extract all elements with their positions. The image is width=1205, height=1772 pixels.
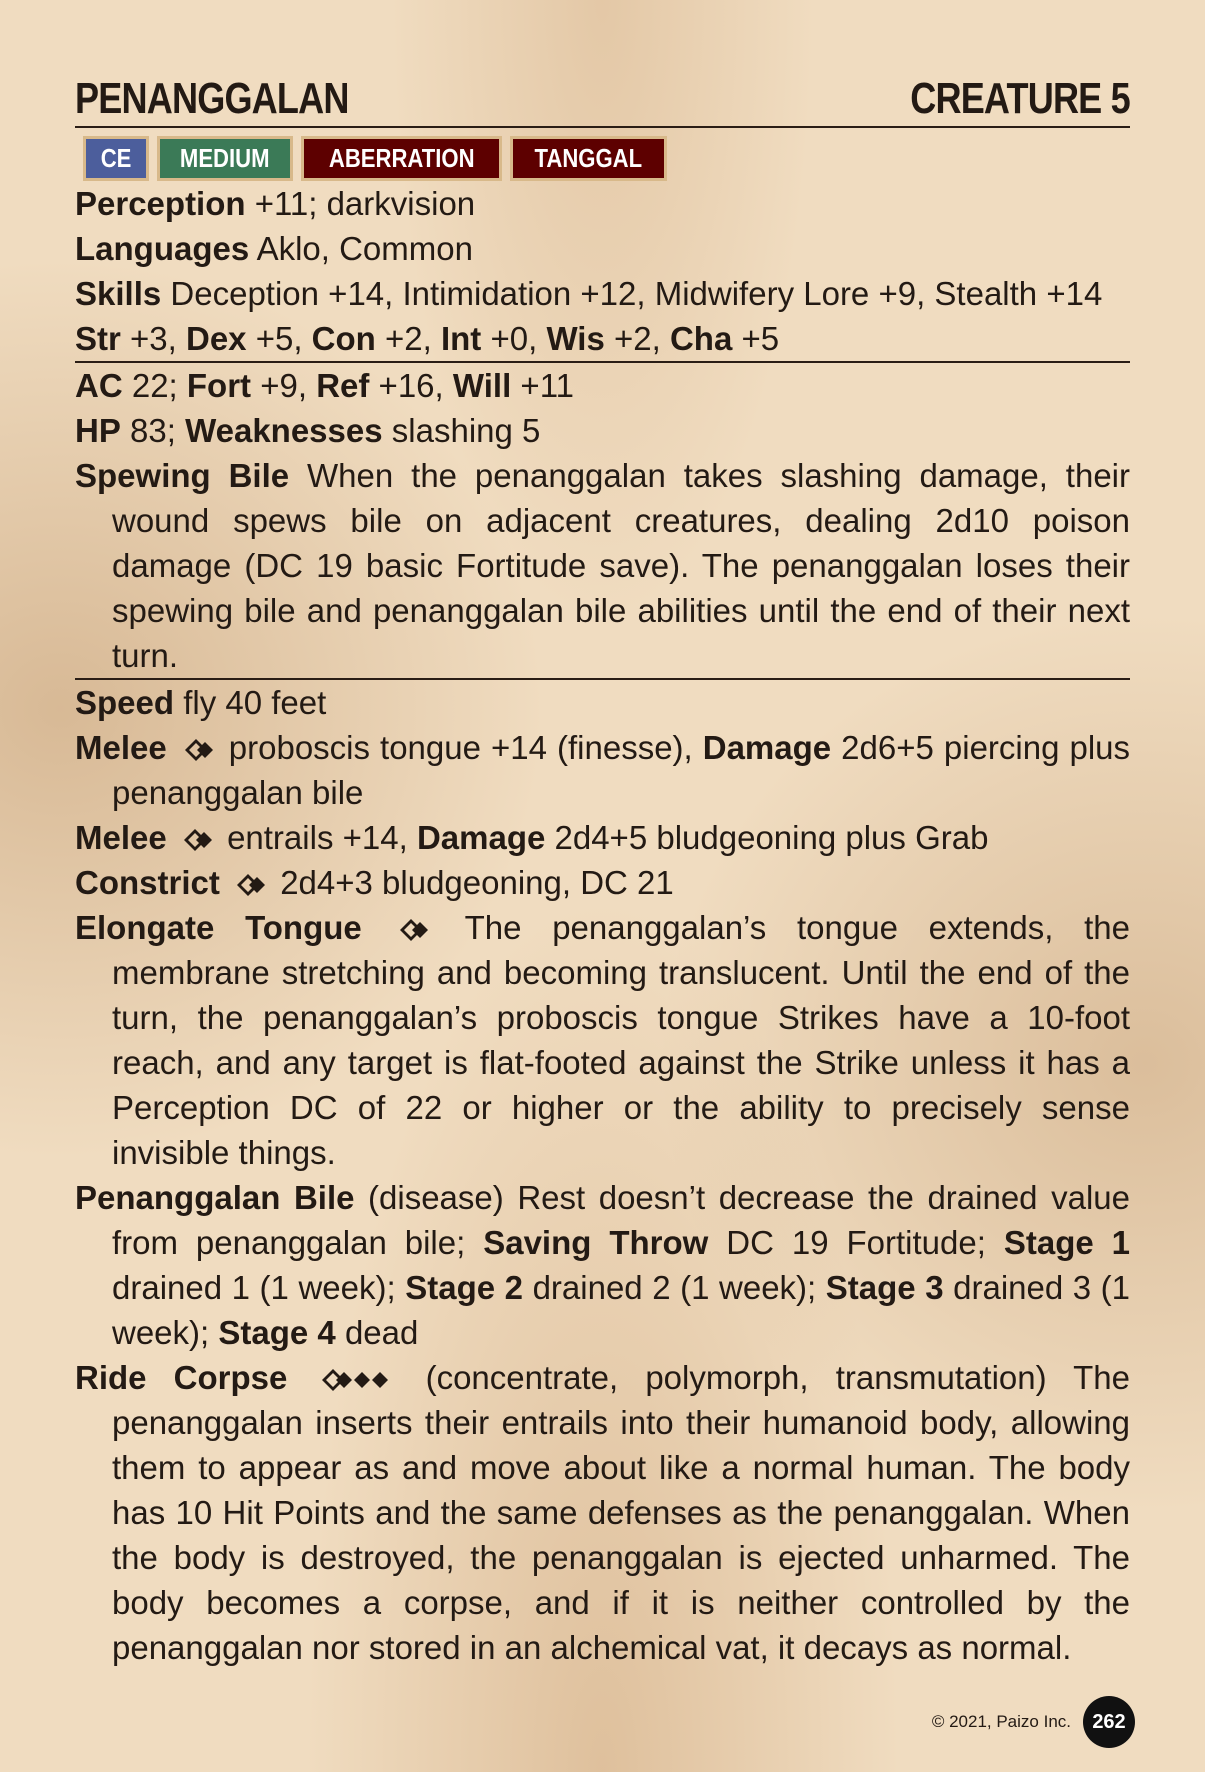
spewing-bile-ability: Spewing Bile When the penanggalan takes slashing damage, their wound spews bile on adjacent creatures, dealing 2d10 poison damage (DC 19 basic Fortitude save). The penanggalan loses their spewing bile and penanggalan bile abilities until the end of their next turn. [75,453,1130,680]
copyright: © 2021, Paizo Inc. [931,1712,1071,1731]
page-number: 262 [1083,1696,1135,1748]
creature-name: PENANGGALAN [75,74,349,123]
hp-line: HP 83; Weaknesses slashing 5 [75,412,541,449]
creature-level: CREATURE 5 [910,74,1130,123]
trait-subtype: TANGGAL [510,136,667,181]
languages-line: Languages Aklo, Common [75,230,473,267]
trait-type: ABERRATION [301,136,502,181]
speed-line: Speed fly 40 feet [75,684,327,721]
melee-tongue: Melee proboscis tongue +14 (finesse), Damage 2d6+5 piercing plus penanggalan bile [75,729,1131,811]
perception-line: Perception +11; darkvision [75,185,476,222]
penanggalan-bile-ability: Penanggalan Bile (disease) Rest doesn’t decrease the drained value from penanggalan bile; Saving Throw DC 19 Fortitude; Stage 1 drained 1 (1 week); Stage 2 drained 2 (1 week); Stage 3 drained 3 (1 week); Stage 4 dead [75,1179,1131,1351]
stat-header [75,70,1130,128]
stat-block [75,70,1130,1670]
skills-line: Skills Deception +14, Intimidation +12, Midwifery Lore +9, Stealth +14 [75,275,1103,312]
trait-list [83,136,1130,181]
ride-corpse-ability: Ride Corpse (concentrate, polymorph, transmutation) The penanggalan inserts their entrails into their humanoid body, allowing them to appear as and move about like a normal human. The body has 10 Hit Points and the same defenses as the penanggalan. When the body is destroyed, the penanggalan is ejected unharmed. The body becomes a corpse, and if it is neither controlled by the penanggalan nor stored in an alchemical vat, it decays as normal. [75,1359,1131,1666]
trait-size: MEDIUM [157,136,292,181]
constrict-ability: Constrict 2d4+3 bludgeoning, DC 21 [75,864,674,901]
single-action-icon [396,915,430,945]
single-action-icon [233,870,267,900]
single-action-icon [180,825,214,855]
page-footer [932,1696,1135,1748]
three-actions-icon [318,1365,394,1395]
single-action-icon [181,735,215,765]
trait-alignment: CE [83,136,149,181]
melee-entrails: Melee entrails +14, Damage 2d4+5 bludgeoning plus Grab [75,819,989,856]
ac-saves-line: AC 22; Fort +9, Ref +16, Will +11 [75,367,574,404]
attributes-line: Str +3, Dex +5, Con +2, Int +0, Wis +2, Cha +5 [75,316,1130,363]
elongate-tongue-ability: Elongate Tongue The penanggalan’s tongue extends, the membrane stretching and becoming translucent. Until the end of the turn, the penanggalan’s proboscis tongue Strikes have a 10-foot reach, and any target is flat-footed against the Strike unless it has a Perception DC of 22 or higher or the ability to precisely sense invisible things. [75,909,1130,1171]
